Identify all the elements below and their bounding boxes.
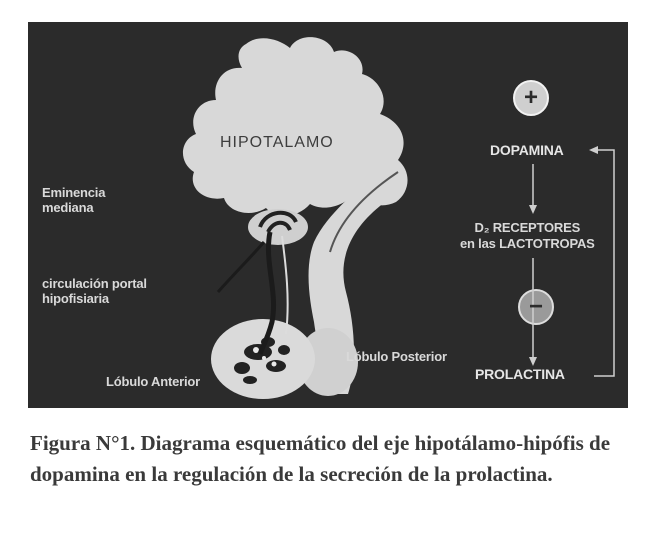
diagram-figure [28, 22, 628, 408]
posterior-lobe-label: Lóbulo Posterior [346, 349, 447, 364]
figure-caption: Figura N°1. Diagrama esquemático del eje hipotálamo-hipófis de dopamina en la regulación de la secreción de la prolactina. [30, 431, 611, 486]
portal-vessel-thin [218, 242, 264, 292]
median-eminence-label: Eminencia mediana [42, 185, 106, 215]
dopamine-label: DOPAMINA [490, 142, 564, 158]
anterior-lobe-label: Lóbulo Anterior [106, 374, 201, 389]
portal-circulation-label: circulación portal hipofisiaria [42, 276, 147, 306]
receptors-label: D₂ RECEPTORES en las LACTOTROPAS [460, 220, 595, 251]
hypothalamus-pituitary-drawing [28, 22, 628, 408]
hypothalamus-label: HIPOTALAMO [220, 134, 334, 151]
prolactin-label: PROLACTINA [475, 366, 565, 382]
receptor-to-prolactin-arrowhead [529, 357, 537, 366]
minus-symbol: − [528, 293, 543, 320]
feedback-loop-line [594, 150, 614, 376]
plus-symbol: + [523, 84, 538, 111]
feedback-arrowhead [589, 146, 598, 154]
portal-vessel-light [282, 236, 288, 334]
dopamine-to-receptor-arrowhead [529, 205, 537, 214]
